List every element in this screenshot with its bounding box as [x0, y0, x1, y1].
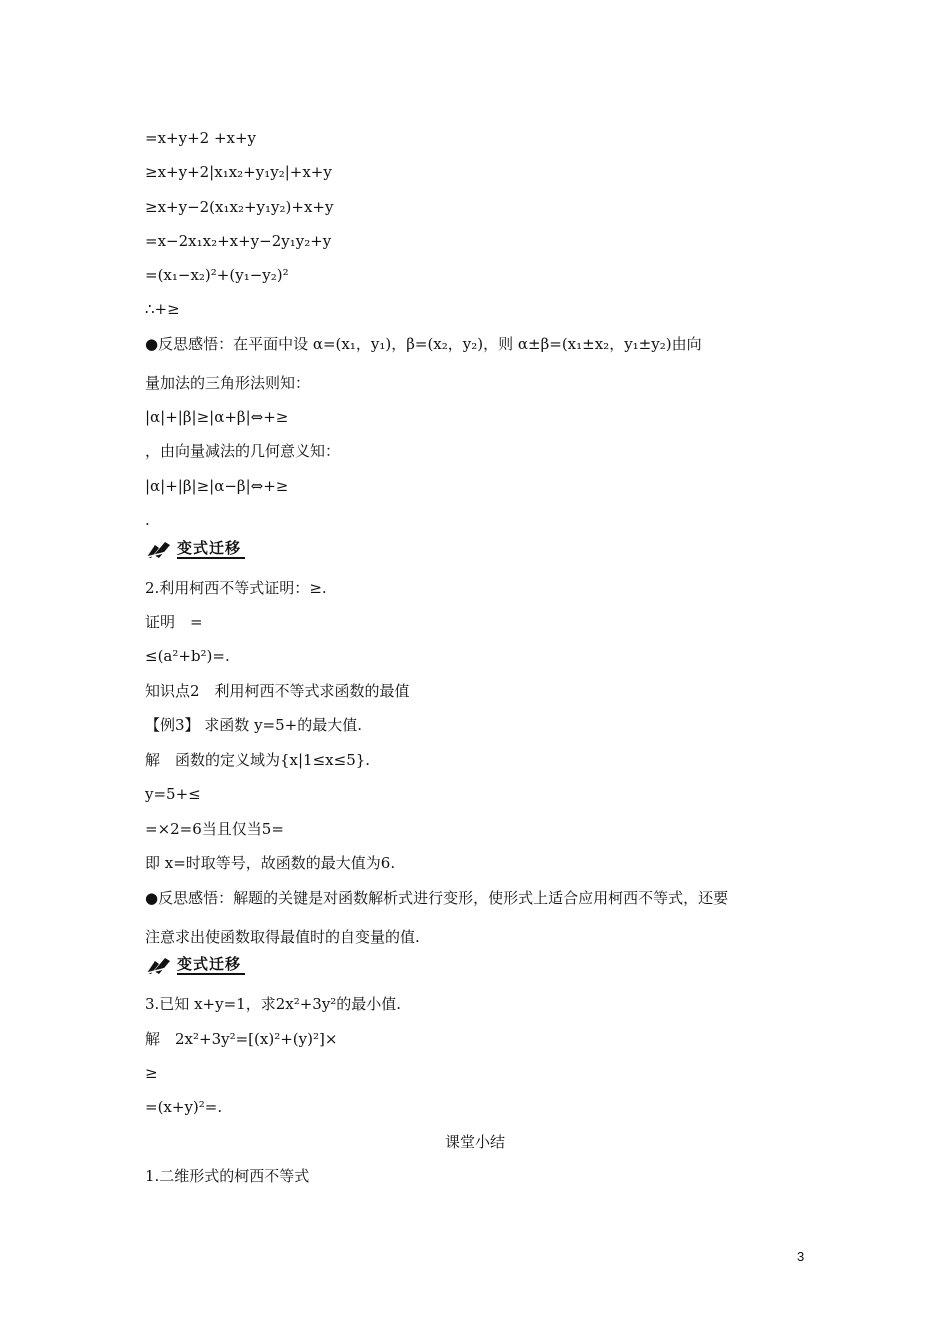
proof-line-5: =(x₁−x₂)²+(y₁−y₂)² [145, 266, 289, 284]
example-3-solution-2: y=5+≤ [145, 785, 201, 803]
proof-line-2: ≥x+y+2|x₁x₂+y₁y₂|+x+y [145, 163, 332, 181]
exercise-2-proof-2: ≤(a²+b²)=. [145, 647, 230, 665]
section-title: 变式迁移 [177, 539, 245, 559]
proof-line-1: =x+y+2 +x+y [145, 129, 257, 147]
exercise-2-prompt: 2.利用柯西不等式证明：≥. [145, 579, 327, 597]
exercise-3-solution-3: =(x+y)²=. [145, 1098, 223, 1116]
proof-conclusion: ∴+≥ [145, 300, 180, 318]
reflection-2-line-1: ●反思感悟：解题的关键是对函数解析式进行变形，使形式上适合应用柯西不等式，还要 [145, 889, 729, 907]
knowledge-point-2: 知识点2 利用柯西不等式求函数的最值 [145, 682, 410, 700]
example-3-solution-4: 即 x=时取等号，故函数的最大值为6. [145, 854, 396, 872]
page-number: 3 [797, 1249, 805, 1264]
example-3-solution-3: =×2=6当且仅当5= [145, 820, 284, 838]
reflection-1-line-5: |α|+|β|≥|α−β|⇔+≥ [145, 477, 289, 495]
reflection-2-line-2: 注意求出使函数取得最值时的自变量的值. [145, 928, 420, 946]
exercise-3-prompt: 3.已知 x+y=1，求2x²+3y²的最小值. [145, 995, 402, 1013]
reflection-1-line-3: |α|+|β|≥|α+β|⇔+≥ [145, 408, 289, 426]
reflection-1-line-6: . [145, 511, 150, 529]
exercise-3-solution-2: ≥ [145, 1064, 158, 1082]
exercise-3-solution-1: 解 2x²+3y²=[(x)²+(y)²]× [145, 1030, 338, 1048]
summary-heading: 课堂小结 [444, 1133, 505, 1151]
reflection-1-line-4: ，由向量减法的几何意义知： [145, 442, 341, 460]
proof-line-3: ≥x+y−2(x₁x₂+y₁y₂)+x+y [145, 198, 334, 216]
example-3-solution-1: 解 函数的定义域为{x|1≤x≤5}. [145, 751, 371, 769]
summary-item-1: 1.二维形式的柯西不等式 [145, 1167, 310, 1185]
proof-line-4: =x−2x₁x₂+x+y−2y₁y₂+y [145, 232, 332, 250]
exercise-2-proof-1: 证明 = [145, 613, 203, 631]
section-header-variant-2 [145, 954, 245, 976]
reflection-1-line-2: 量加法的三角形法则知： [145, 374, 311, 392]
section-title: 变式迁移 [177, 955, 245, 975]
example-3-prompt: 【例3】 求函数 y=5+的最大值. [145, 716, 363, 734]
pencil-icon [145, 539, 173, 559]
reflection-1-line-1: ●反思感悟：在平面中设 α=(x₁，y₁)，β=(x₂，y₂)，则 α±β=(x₁±x₂，y₁±y₂)由向 [145, 335, 702, 353]
section-header-variant-1 [145, 538, 245, 560]
pencil-icon [145, 955, 173, 975]
